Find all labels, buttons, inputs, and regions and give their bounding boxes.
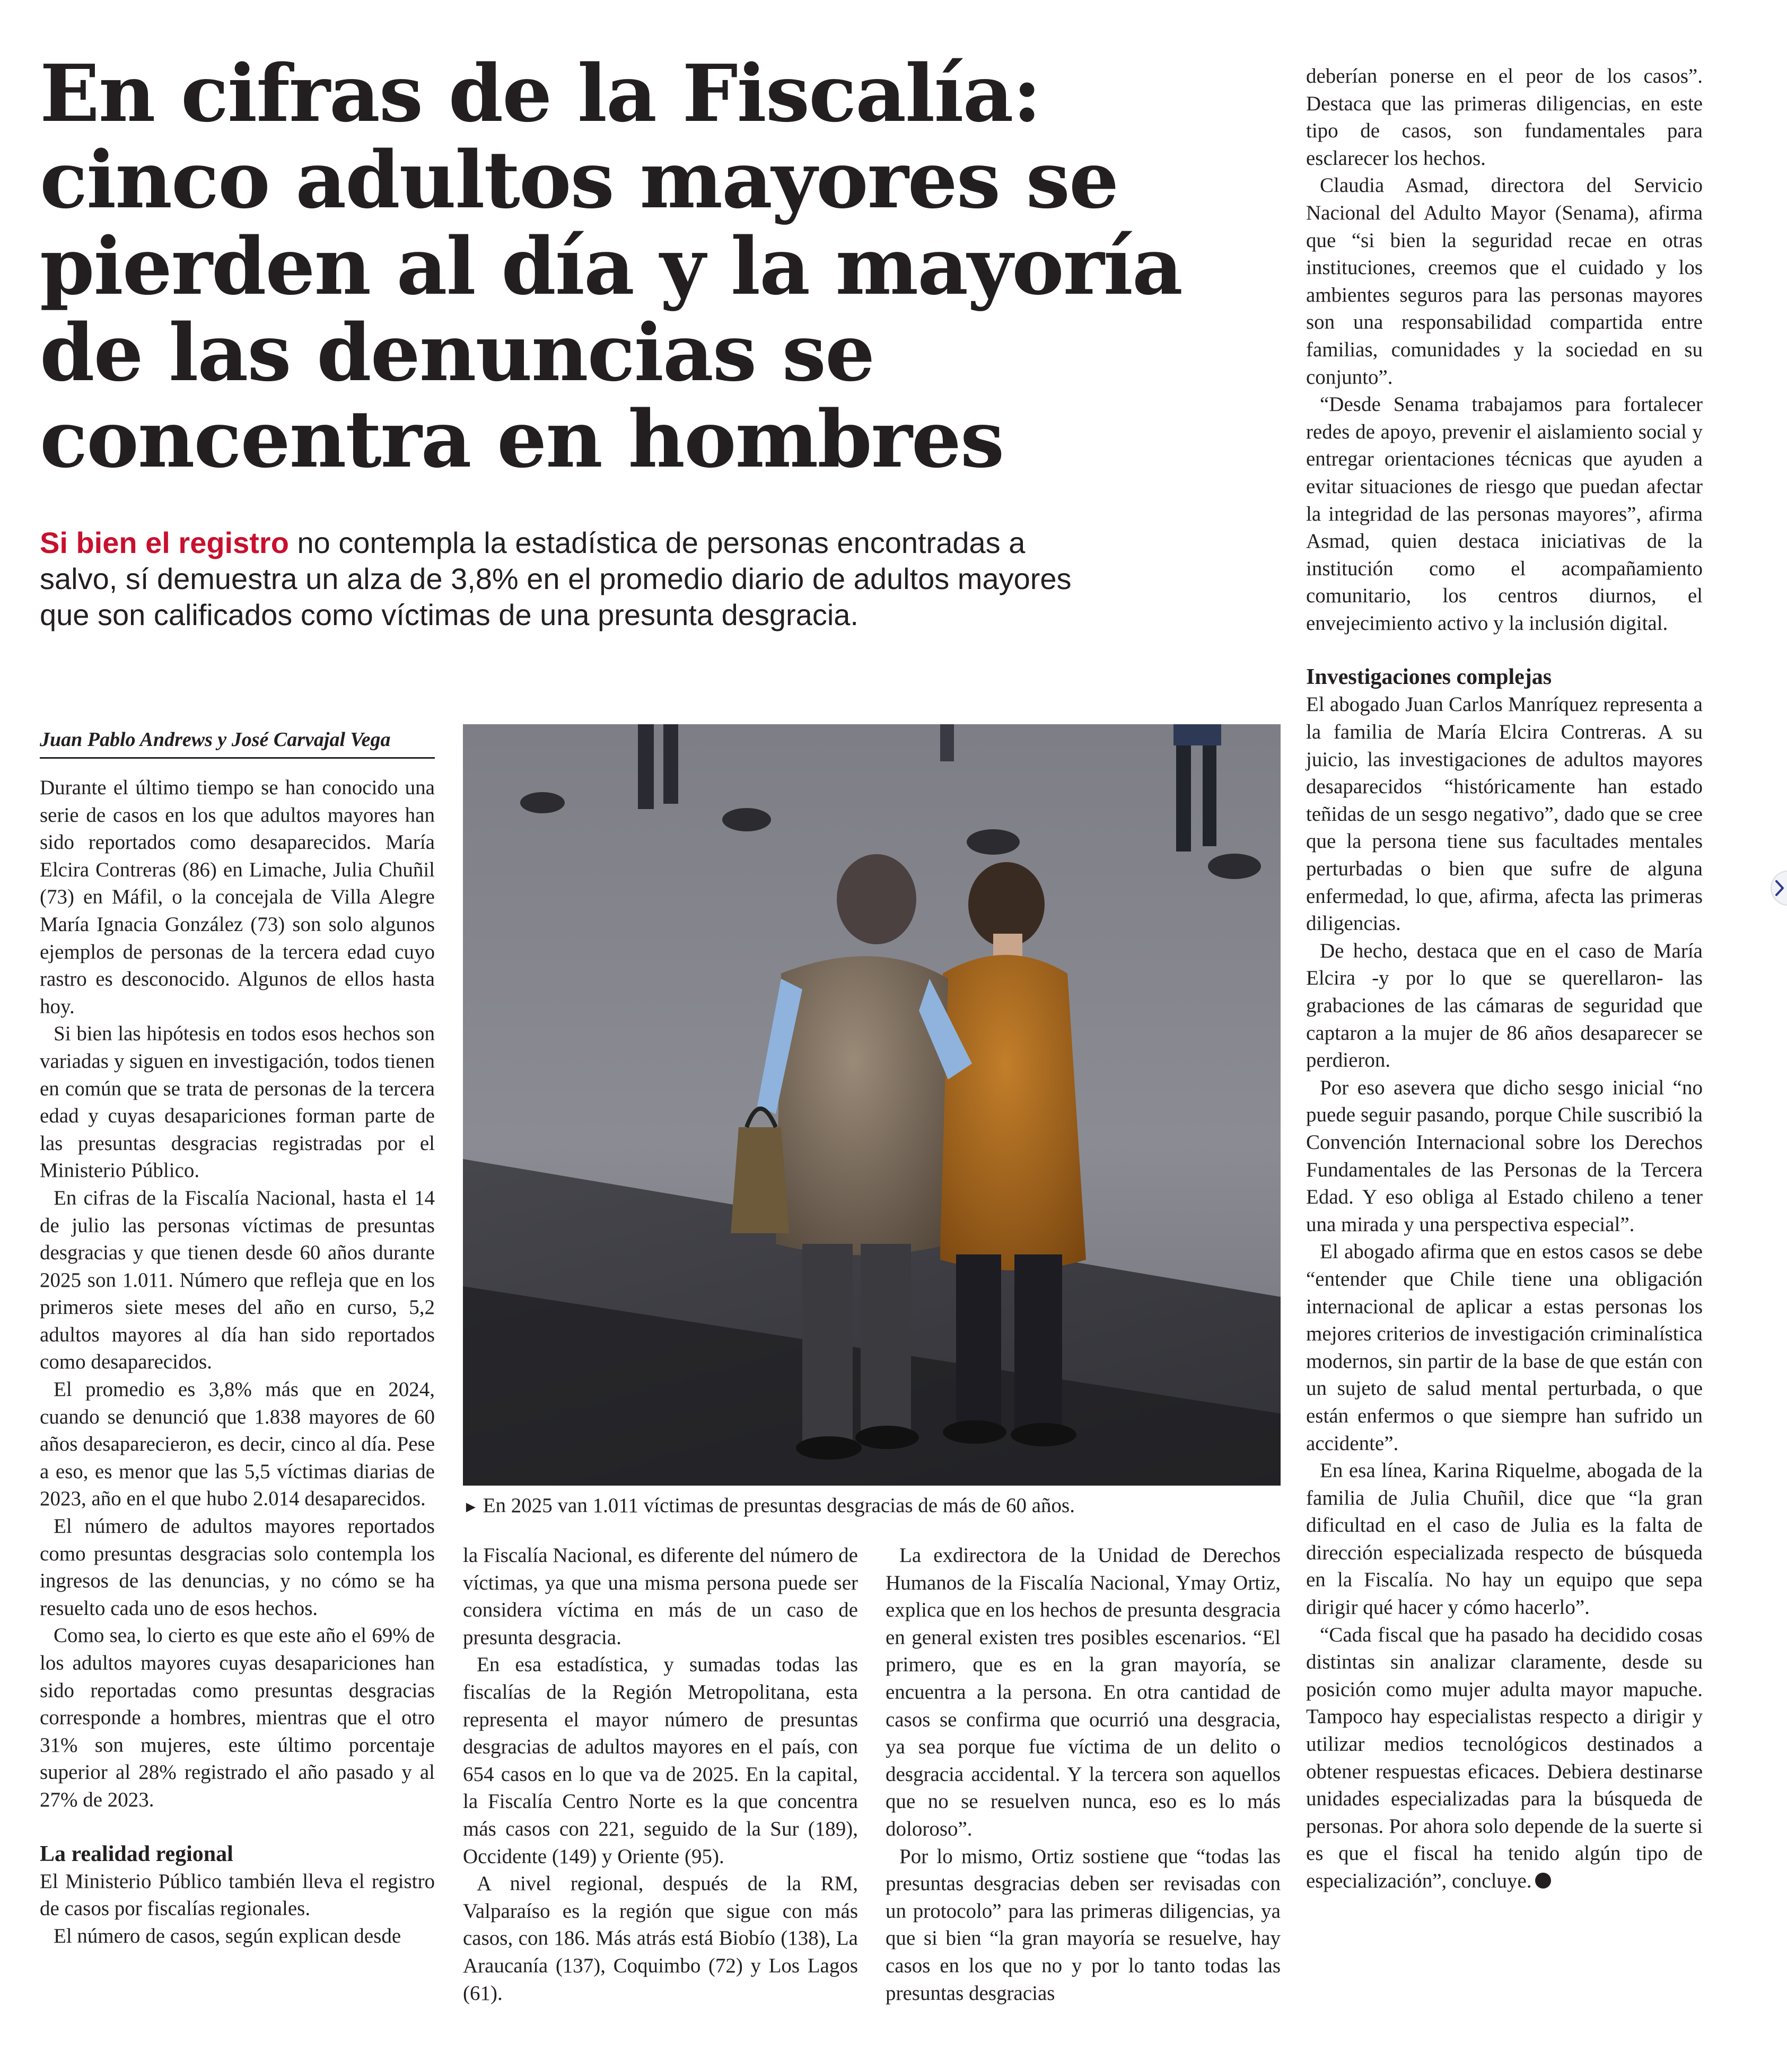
paragraph-final bbox=[1306, 1621, 1703, 1895]
paragraph: A nivel regional, después de la RM, Valparaíso es la región que sigue con más casos, con 186. Más atrás está Biobío (138), La Araucanía (137), Coquimbo (72) y Los Lagos (61). bbox=[463, 1872, 858, 2005]
article-column-1 bbox=[40, 774, 435, 1950]
paragraph: La exdirectora de la Unidad de Derechos Humanos de la Fiscalía Nacional, Ymay Ortiz, explica que en los hechos de presunta desgracia en general existen tres posibles escenarios. “El primero, que es en la gran mayoría, se encuentra a la persona. En otra cantidad de casos se confirma que ocurrió una desgracia, ya sea porque fue víctima de un delito o desgracia accidental. Y la tercera son aquellos que no se resuelven nunca, eso es lo más doloroso”. bbox=[886, 1544, 1281, 1840]
headline-line: En cifras de la Fiscalía: bbox=[40, 47, 1041, 139]
byline: Juan Pablo Andrews y José Carvajal Vega bbox=[40, 726, 435, 759]
headline-line: pierden al día y la mayoría bbox=[40, 220, 1182, 312]
end-mark-icon bbox=[1535, 1873, 1551, 1889]
paragraph: deberían ponerse en el peor de los casos”. Destaca que las primeras diligencias, en este tipo de casos, son fundamentales para esclarecer los hechos. bbox=[1306, 65, 1703, 170]
paragraph: De hecho, destaca que en el caso de María Elcira -y por lo que se querellaron- las grabaciones de las cámaras de seguridad que captaron a la mujer de 86 años desaparecer se perdieron. bbox=[1306, 939, 1703, 1072]
paragraph-final-text: “Cada fiscal que ha pasado ha decidido cosas distintas sin analizar claramente, desde su posición como mujer adulta mayor mapuche. Tampoco hay especialistas respecto a dirigir y utilizar medios tecnológicos destinados a obtener respuestas eficaces. Debiera destinarse unidades especializadas para la búsqueda de personas. Por ahora solo depende de la suerte si es que el fiscal ha tenido algún tipo de especialización”, concluye. bbox=[1306, 1623, 1703, 1892]
paragraph: la Fiscalía Nacional, es diferente del número de víctimas, ya que una misma persona puede ser considera víctima en más de un caso de presunta desgracia. bbox=[463, 1544, 858, 1649]
paragraph: En cifras de la Fiscalía Nacional, hasta el 14 de julio las personas víctimas de presuntas desgracias y que tienen desde 60 años durante 2025 son 1.011. Número que refleja que en los primeros siete meses del año en curso, 5,2 adultos mayores al día han sido reportados como desaparecidos. bbox=[40, 1186, 435, 1374]
next-page-arrow-icon[interactable] bbox=[1769, 870, 1787, 907]
headline-line: cinco adultos mayores se bbox=[40, 134, 1118, 226]
paragraph: Durante el último tiempo se han conocido una serie de casos en los que adultos mayores han sido reportados como desaparecidos. María Elcira Contreras (86) en Limache, Julia Chuñil (73) en Máfil, o la concejala de Villa Alegre María Ignacia González (73) son solo algunos ejemplos de personas de la tercera edad cuyo rastro es desconocido. Algunos de ellos hasta hoy. bbox=[40, 776, 435, 1018]
paragraph: Si bien las hipótesis en todos esos hechos son variadas y siguen en investigación, todos tienen en común que se trata de personas de la tercera edad y cuyas desapariciones forman parte de las presuntas desgracias registradas por el Ministerio Público. bbox=[40, 1022, 435, 1182]
article-column-2 bbox=[463, 1542, 858, 2007]
paragraph: El número de adultos mayores reportados como presuntas desgracias solo contempla los ingresos de las denuncias, y no cómo se ha resuelto cada uno de esos hechos. bbox=[40, 1515, 435, 1620]
deck-text: no contempla la estadística de personas encontradas a salvo, sí demuestra un alza de 3,8% en el promedio diario de adultos mayores que son calificados como víctimas de una presunta desgracia. bbox=[40, 526, 1072, 631]
paragraph: Por lo mismo, Ortiz sostiene que “todas las presuntas desgracias deben ser revisadas con un protocolo” para las primeras diligencias, ya que si bien “la gran mayoría se resuelve, hay casos en los que no y por lo tanto todas las presuntas desgracias bbox=[886, 1845, 1281, 2005]
paragraph: El abogado Juan Carlos Manríquez representa a la familia de María Elcira Contreras. A su juicio, las investigaciones de adultos mayores desaparecidos “históricamente han estado teñidas de un sesgo negativo”, dado que se cree que la persona tiene sus facultades mentales perturbadas o bien que sufre de alguna enfermedad, lo que, afirma, afecta las primeras diligencias. bbox=[1306, 693, 1703, 935]
paragraph: En esa línea, Karina Riquelme, abogada de la familia de Julia Chuñil, dice que “la gran dificultad en el caso de Julia es la falta de dirección especializada respecto de búsqueda en la Fiscalía. No hay un equipo que sepa dirigir qué hacer y cómo hacerlo”. bbox=[1306, 1459, 1703, 1619]
paragraph: El promedio es 3,8% más que en 2024, cuando se denunció que 1.838 mayores de 60 años desaparecieron, es decir, cinco al día. Pese a eso, es menor que las 5,5 víctimas diarias de 2023, año en el que hubo 2.014 desaparecidos. bbox=[40, 1378, 435, 1511]
article-column-4 bbox=[1306, 63, 1703, 1895]
paragraph: Como sea, lo cierto es que este año el 69% de los adultos mayores cuyas desapariciones han sido reportadas como presuntas desgracias corresponde a hombres, mientras que el otro 31% son mujeres, este último porcentaje superior al 28% registrado el año pasado y al 27% de 2023. bbox=[40, 1624, 435, 1811]
paragraph: “Desde Senama trabajamos para fortalecer redes de apoyo, prevenir el aislamiento social y entregar orientaciones técnicas que ayuden a evitar situaciones de riesgo que puedan afectar la integridad de las personas mayores”, afirma Asmad, quien destaca iniciativas de la institución como el acompañamiento comunitario, los centros diurnos, el envejecimiento activo y la inclusión digital. bbox=[1306, 393, 1703, 635]
paragraph: El Ministerio Público también lleva el registro de casos por fiscalías regionales. bbox=[40, 1869, 435, 1920]
subhead-regional: La realidad regional bbox=[40, 1841, 233, 1866]
paragraph: El abogado afirma que en estos casos se debe “entender que Chile tiene una obligación internacional de aplicar a estas personas los mejores criterios de investigación criminalística modernos, sin partir de la base de que están con un sujeto de salud mental perturbada, o que están enfermos o que siempre han sufrido un accidente”. bbox=[1306, 1240, 1703, 1455]
article-column-3 bbox=[886, 1542, 1281, 2007]
headline-line: de las denuncias se bbox=[40, 306, 874, 399]
paragraph: Por eso asevera que dicho sesgo inicial “no puede seguir pasando, porque Chile suscribió la Convención Internacional sobre los Derechos Fundamentales de las Personas de la Tercera Edad. Y eso obliga al Estado chileno a tener una mirada y una perspectiva especial”. bbox=[1306, 1076, 1703, 1236]
headline bbox=[40, 47, 1182, 485]
photo-caption bbox=[463, 1492, 1281, 1521]
article-photo bbox=[463, 724, 1281, 1486]
caption-marker: ► bbox=[463, 1498, 479, 1516]
subhead-investigaciones: Investigaciones complejas bbox=[1306, 665, 1552, 690]
paragraph: Claudia Asmad, directora del Servicio Nacional del Adulto Mayor (Senama), afirma que “si bien la seguridad recae en otras instituciones, creemos que el cuidado y los ambientes seguros para las personas mayores son una responsabilidad compartida entre familias, comunidades y la sociedad en su conjunto”. bbox=[1306, 174, 1703, 389]
deck-lead: Si bien el registro bbox=[40, 526, 289, 559]
photo-illustration bbox=[463, 724, 1281, 1486]
deck-summary bbox=[40, 525, 1100, 633]
paragraph: En esa estadística, y sumadas todas las fiscalías de la Región Metropolitana, esta representa el mayor número de presuntas desgracias de adultos mayores en el país, con 654 casos en lo que va de 2025. En la capital, la Fiscalía Centro Norte es la que concentra más casos con 221, seguido de la Sur (189), Occidente (149) y Oriente (95). bbox=[463, 1653, 858, 1868]
caption-text: En 2025 van 1.011 víctimas de presuntas desgracias de más de 60 años. bbox=[483, 1494, 1075, 1517]
paragraph: El número de casos, según explican desde bbox=[54, 1924, 401, 1947]
headline-line: concentra en hombres bbox=[40, 393, 1004, 485]
